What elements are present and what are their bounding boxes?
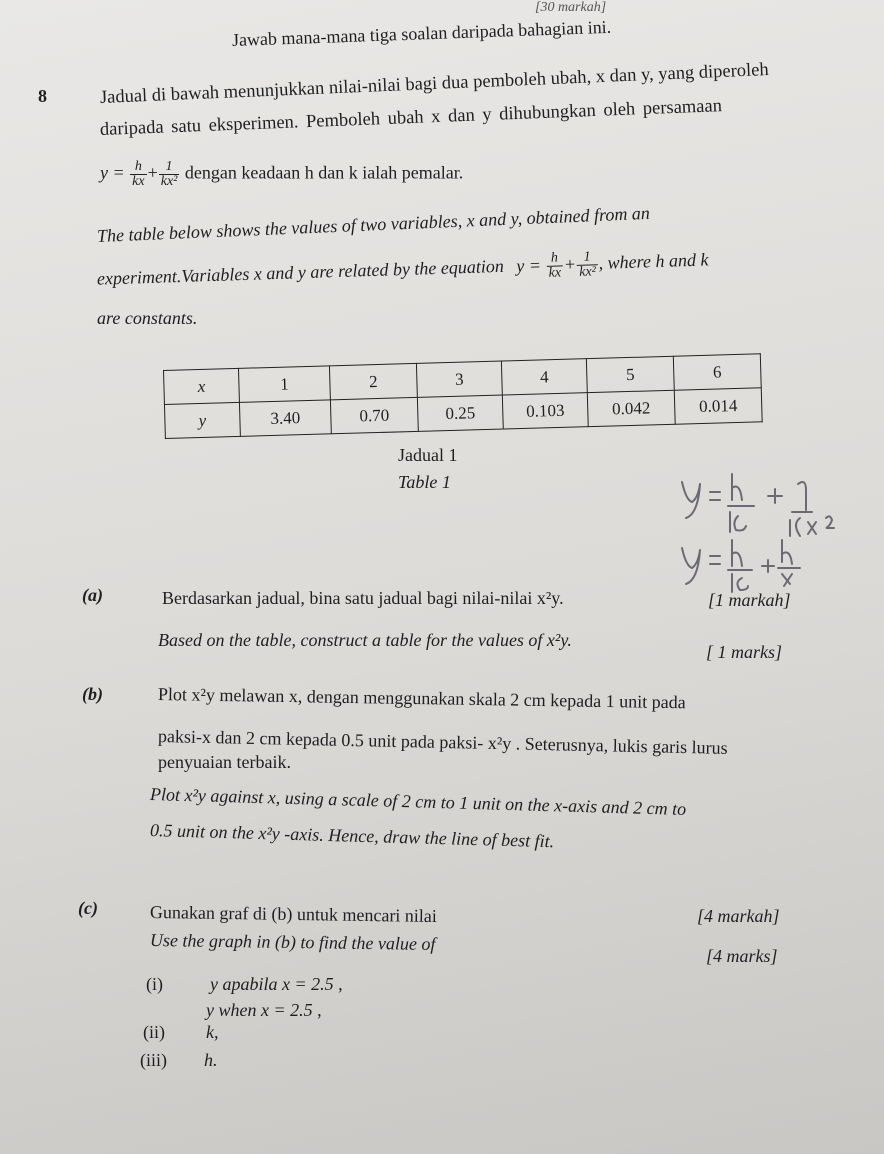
english-intro-line-1: The table below shows the values of two variables, x and y, obtained from an <box>96 202 651 246</box>
table-cell: 4 <box>501 359 587 395</box>
table-cell: 6 <box>673 354 761 390</box>
part-b-english-line-1: Plot x²y against x, using a scale of 2 cm to 1 unit on the x-axis and 2 cm to <box>149 784 687 819</box>
table-cell: 0.103 <box>502 393 588 429</box>
part-a-malay: Berdasarkan jadual, bina satu jadual bagi nilai-nilai x²y. <box>162 588 564 608</box>
pencil-scribble <box>670 470 870 600</box>
part-c-i-malay: y apabila x = 2.5 , <box>210 974 343 994</box>
table-caption-english: Table 1 <box>398 472 451 492</box>
part-c-i-label: (i) <box>146 974 163 994</box>
part-a-label: (a) <box>82 585 103 605</box>
part-c-iii-label: (iii) <box>140 1050 167 1070</box>
part-c-i-english: y when x = 2.5 , <box>206 1000 322 1020</box>
english-intro-line-3: are constants. <box>97 308 198 328</box>
part-a-malay-marks: [1 markah] <box>708 590 791 610</box>
english-intro-line-2: experiment.Variables x and y are related by the equation y = $\frac{h}{kx}$ + $\frac{1}{\text{kx²}}$ , where h and k <box>96 249 709 289</box>
part-c-english-marks: [4 marks] <box>706 946 778 966</box>
section-instruction: Jawab mana-mana tiga soalan daripada bahagian ini. <box>231 16 612 50</box>
malay-intro-line-2: daripada satu eksperimen. Pemboleh ubah x dan y dihubungkan oleh persamaan <box>99 96 723 140</box>
table-header-y: y <box>164 402 240 438</box>
question-number: 8 <box>38 86 47 106</box>
eq-frac-h-kx: $\frac{h}{kx}$ <box>132 159 145 189</box>
table-header-x: x <box>164 368 240 404</box>
malay-intro-line-3: dengan keadaan h dan k ialah pemalar. <box>184 162 464 183</box>
total-marks: [30 markah] <box>535 0 607 15</box>
table-cell: 3 <box>416 361 502 397</box>
part-c-english: Use the graph in (b) to find the value of <box>149 930 436 954</box>
table-cell: 1 <box>238 366 330 403</box>
part-c-label: (c) <box>78 898 98 918</box>
table-cell: 2 <box>329 363 417 399</box>
part-c-malay: Gunakan graf di (b) untuk mencari nilai <box>149 902 438 927</box>
eq-frac-1-kx2: $\frac{1}{\text{kx²}}$ <box>160 159 178 189</box>
part-b-malay-line-1: Plot x²y melawan x, dengan menggunakan skala 2 cm kepada 1 unit pada <box>157 684 686 713</box>
table-cell: 0.042 <box>587 390 675 426</box>
part-c-ii-label: (ii) <box>143 1022 165 1042</box>
malay-intro-line-1: Jadual di bawah menunjukkan nilai-nilai bagi dua pemboleh ubah, x dan y, yang diperoleh <box>99 59 770 108</box>
part-b-label: (b) <box>82 684 103 704</box>
part-b-malay-line-2: paksi-x dan 2 cm kepada 0.5 unit pada paksi- x²y . Seterusnya, lukis garis lurus <box>157 726 728 758</box>
part-c-ii-text: k, <box>206 1022 219 1042</box>
table-cell: 3.40 <box>239 400 331 437</box>
part-b-english-line-2: 0.5 unit on the x²y -axis. Hence, draw the line of best fit. <box>149 820 555 852</box>
part-a-english-marks: [ 1 marks] <box>706 642 783 662</box>
part-c-iii-text: h. <box>204 1050 218 1070</box>
table-cell: 5 <box>586 356 674 392</box>
table-cell: 0.014 <box>674 388 762 424</box>
eq-y: y = <box>100 162 125 183</box>
equation-malay: y = $\frac{h}{kx}$ + $\frac{1}{\text{kx²}}$ dengan keadaan h dan k ialah pemalar. <box>100 159 464 189</box>
part-b-malay-line-3: penyuaian terbaik. <box>158 752 291 772</box>
table-cell: 0.25 <box>417 395 503 431</box>
part-c-malay-marks: [4 markah] <box>697 906 780 926</box>
table-cell: 0.70 <box>330 397 418 433</box>
equation-english: y = $\frac{h}{kx}$ + $\frac{1}{\text{kx²}}$ <box>515 249 597 281</box>
part-a-english: Based on the table, construct a table for the values of x²y. <box>158 630 572 650</box>
table-caption-malay: Jadual 1 <box>398 445 458 465</box>
data-table <box>163 353 763 439</box>
